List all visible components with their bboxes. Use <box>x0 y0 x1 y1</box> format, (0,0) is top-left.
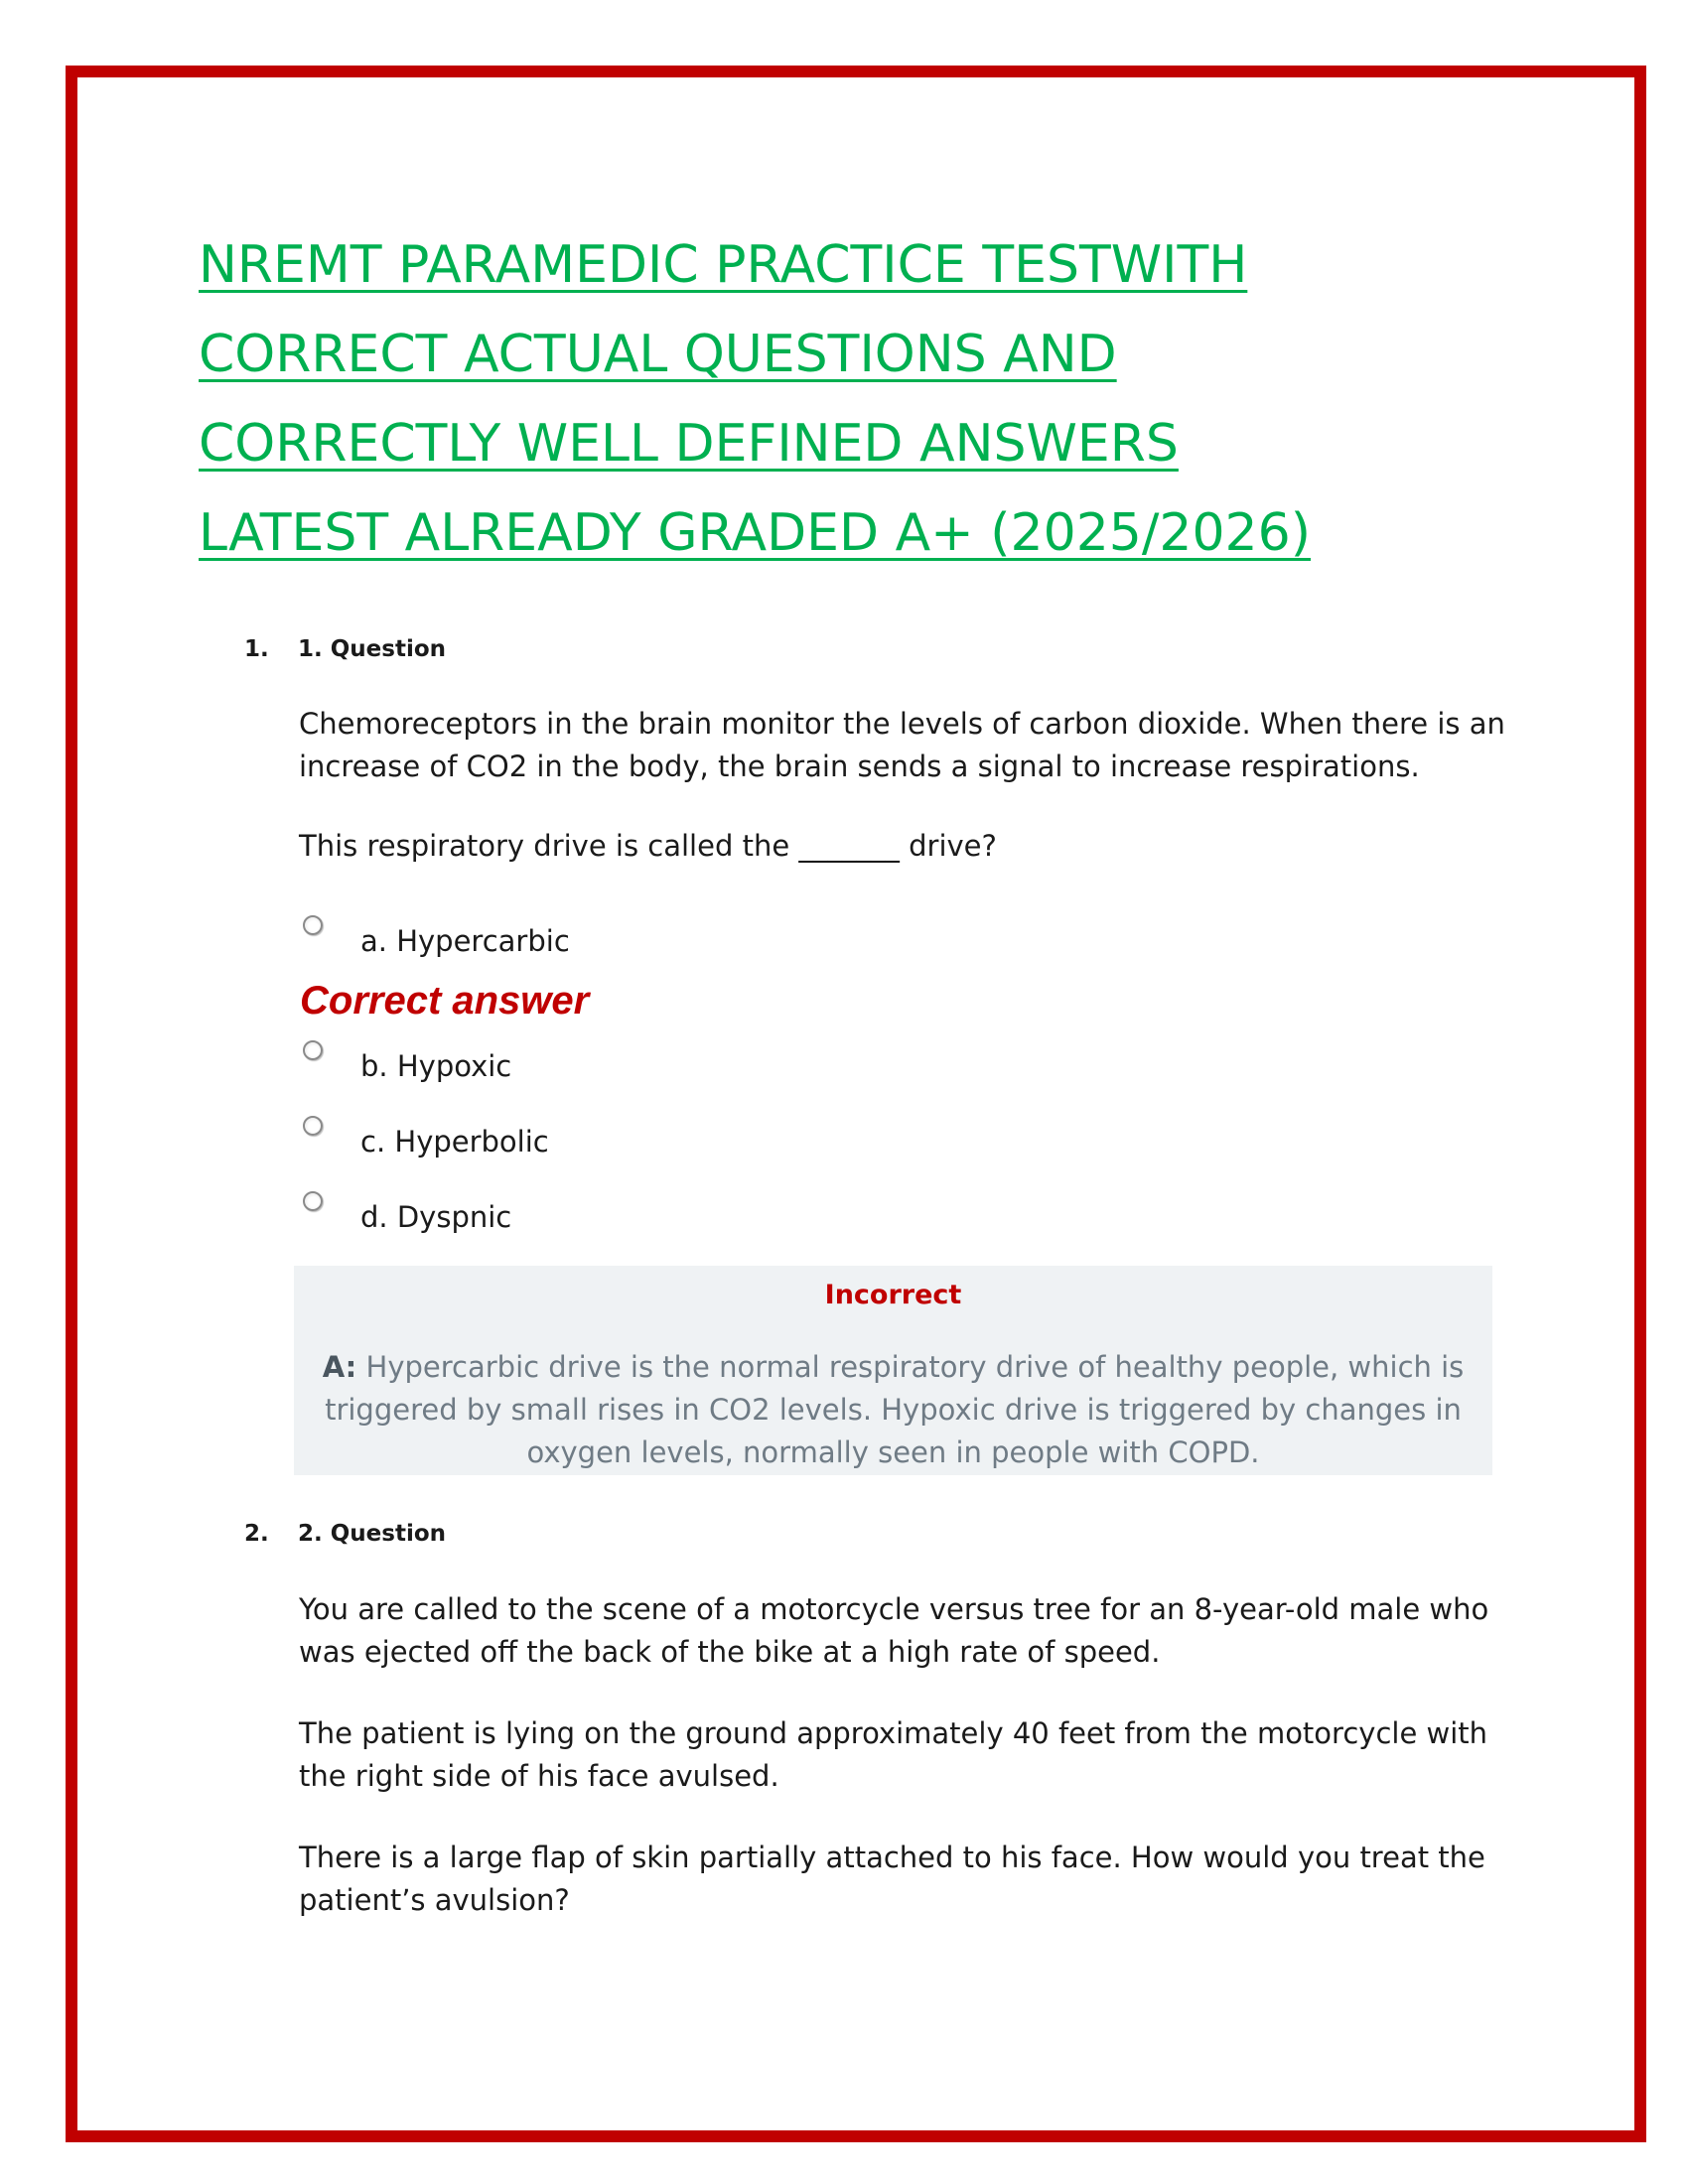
question-paragraph: Chemoreceptors in the brain monitor the levels of carbon dioxide. When there is an increase of CO2 in the body, the brain sends a signal to increase respirations. <box>299 707 1505 783</box>
option-label: d. Dyspnic <box>360 1200 512 1234</box>
document-title <box>199 220 1489 578</box>
feedback-text: Hypercarbic drive is the normal respiratory drive of healthy people, which is triggered by small rises in CO2 levels. Hypoxic drive is triggered by changes in oxygen levels, normally seen in people with COPD. <box>325 1350 1465 1469</box>
question-2-text <box>299 1588 1530 1674</box>
question-1-text <box>299 703 1530 788</box>
answer-option-c[interactable] <box>299 1116 1093 1165</box>
radio-button-icon[interactable] <box>303 1191 323 1211</box>
question-2-text <box>299 1837 1530 1922</box>
radio-button-icon[interactable] <box>303 1040 323 1060</box>
option-label: a. Hypercarbic <box>360 924 570 958</box>
question-paragraph: The patient is lying on the ground approximately 40 feet from the motorcycle with the right side of his face avulsed. <box>299 1716 1488 1793</box>
title-line: CORRECT ACTUAL QUESTIONS AND <box>199 325 1117 384</box>
question-paragraph: You are called to the scene of a motorcycle versus tree for an 8-year-old male who was ejected off the back of the bike at a high rate of speed. <box>299 1592 1489 1669</box>
radio-button-icon[interactable] <box>303 1116 323 1136</box>
question-paragraph: This respiratory drive is called the _______ drive? <box>299 829 997 863</box>
feedback-status: Incorrect <box>824 1280 962 1310</box>
question-heading-text: 1. Question <box>298 636 447 662</box>
feedback-explanation <box>314 1346 1473 1474</box>
option-label: c. Hyperbolic <box>360 1125 549 1159</box>
question-2-heading <box>244 1519 446 1549</box>
question-2-text <box>299 1712 1530 1798</box>
title-line: NREMT PARAMEDIC PRACTICE TESTWITH <box>199 235 1248 295</box>
option-label: b. Hypoxic <box>360 1049 512 1083</box>
answer-option-d[interactable] <box>299 1191 1093 1241</box>
question-number: 1. <box>244 636 269 662</box>
title-line: LATEST ALREADY GRADED A+ (2025/2026) <box>199 503 1312 563</box>
question-number: 2. <box>244 1521 269 1547</box>
feedback-prefix: A: <box>322 1350 357 1384</box>
question-paragraph: There is a large flap of skin partially attached to his face. How would you treat the patient’s avulsion? <box>299 1841 1485 1917</box>
question-1-prompt <box>299 825 1530 868</box>
answer-option-a[interactable] <box>299 915 1093 965</box>
title-line: CORRECTLY WELL DEFINED ANSWERS <box>199 414 1179 474</box>
answer-feedback-box <box>294 1266 1492 1475</box>
question-heading-text: 2. Question <box>298 1521 447 1547</box>
radio-button-icon[interactable] <box>303 915 323 935</box>
answer-option-b[interactable] <box>299 1040 1093 1090</box>
question-1-heading <box>244 634 446 664</box>
correct-answer-marker: Correct answer <box>300 979 590 1023</box>
